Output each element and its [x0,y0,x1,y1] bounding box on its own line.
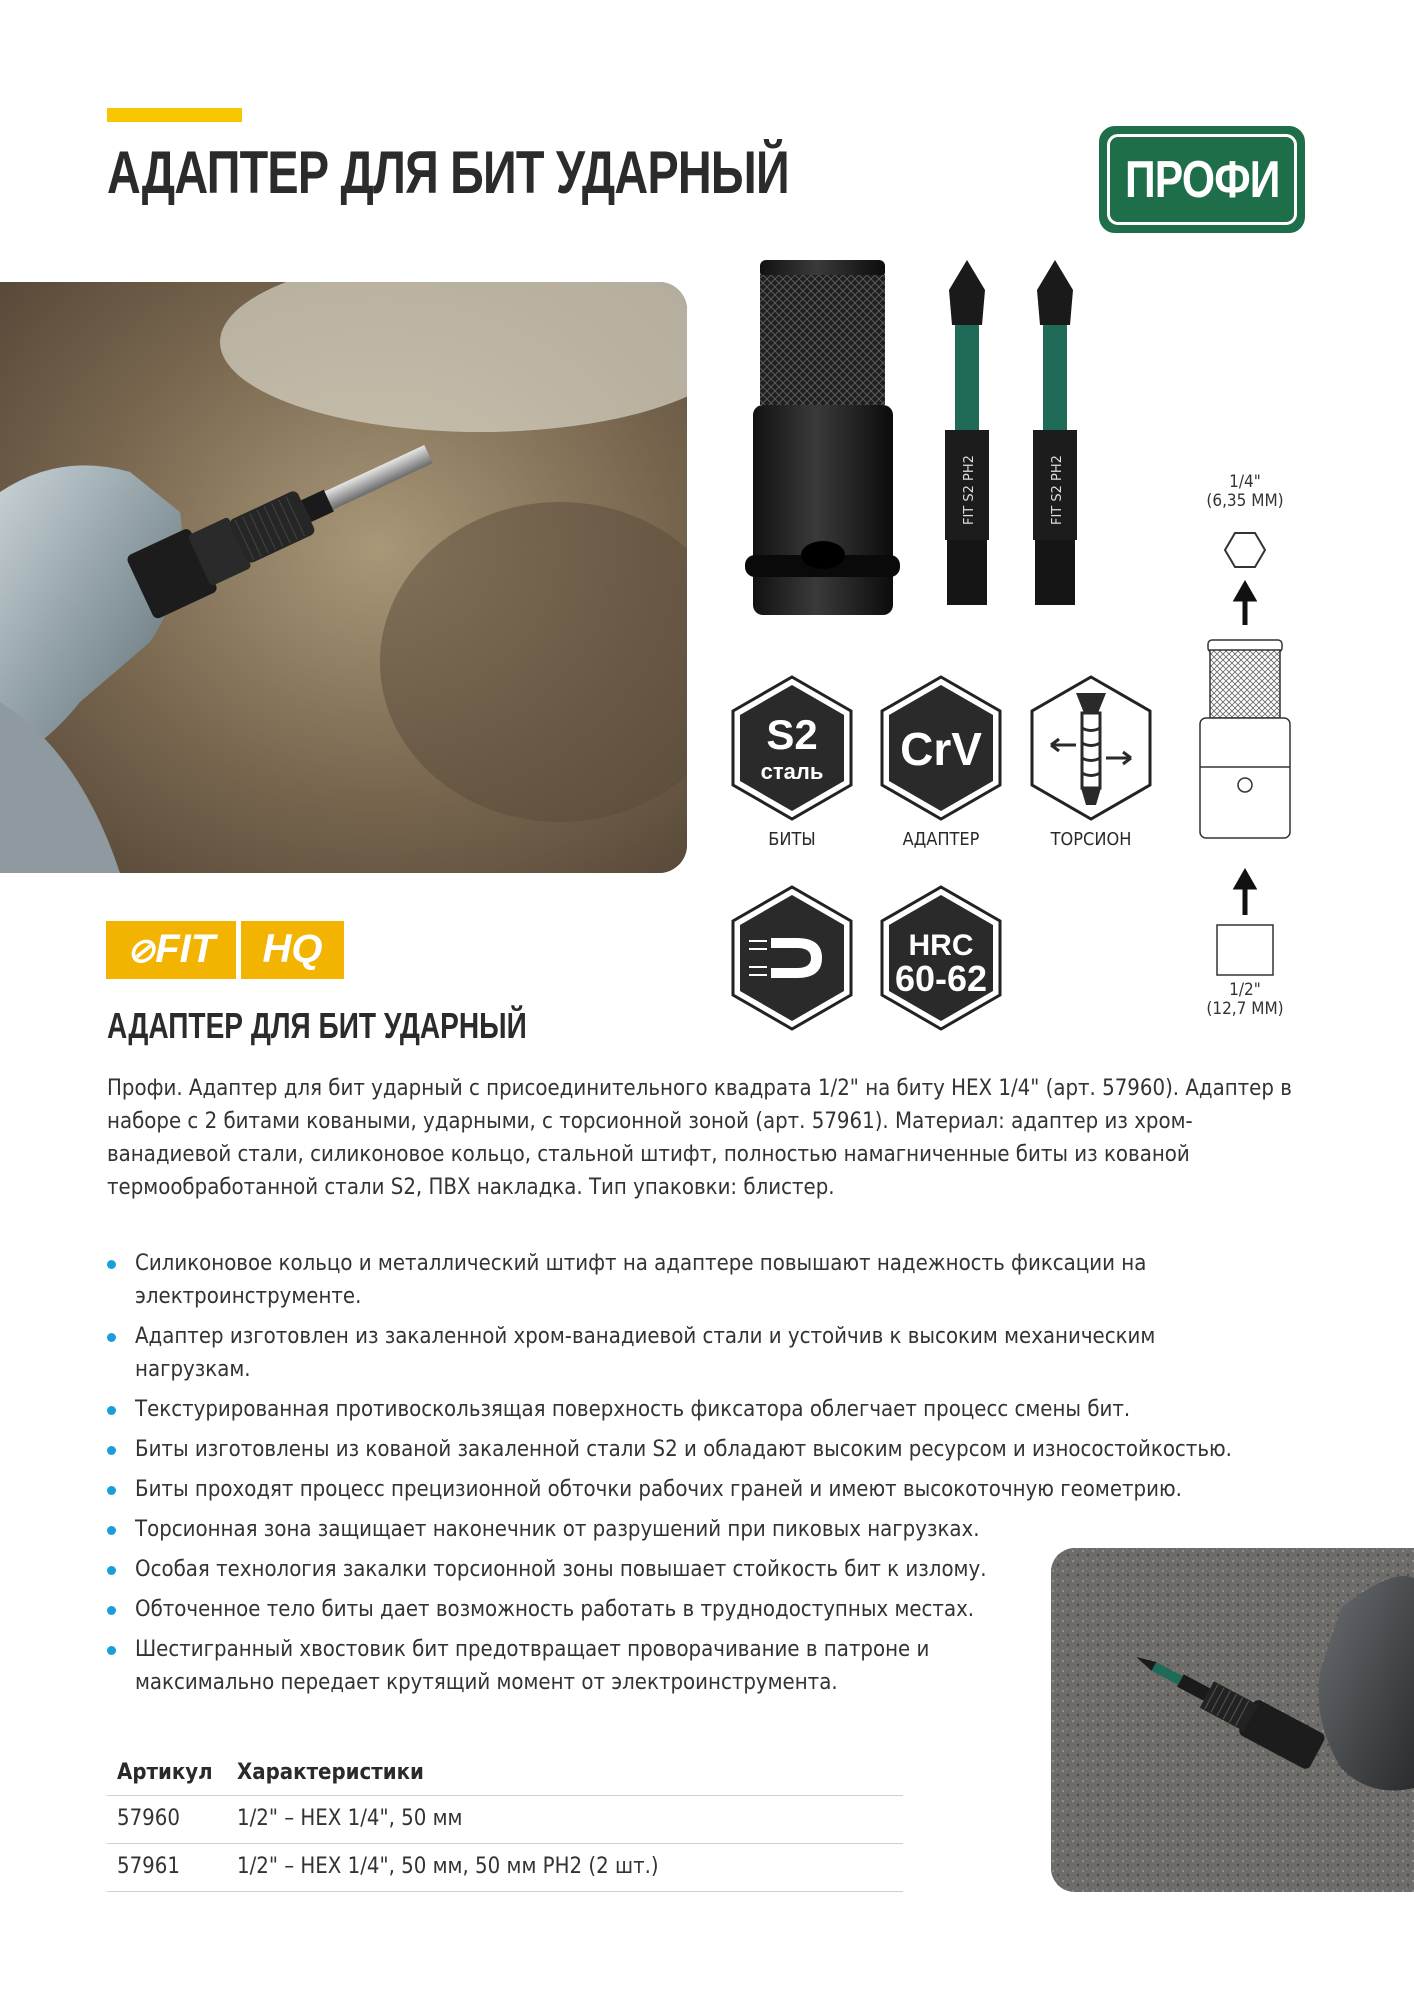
bullet-icon [107,1406,116,1415]
list-item: Торсионная зона защищает наконечник от разрушений при пиковых нагрузках. [107,1513,1335,1546]
bit-marking: FIT S2 PH2 [1050,455,1065,525]
bullet-icon [107,1526,116,1535]
bullet-icon [107,1333,116,1342]
impact-driver-photo [1051,1548,1414,1892]
spec-table [107,1752,903,1892]
list-item: Адаптер изготовлен из закаленной хром-ванадиевой стали и устойчив к высоким механическим нагрузкам. [107,1320,1235,1386]
svg-text:S2: S2 [766,711,818,758]
magnet-icon [727,883,857,1033]
torsion-icon [1026,673,1156,823]
s2-steel-icon [727,673,857,823]
bit-image-1 [935,255,1000,625]
bullet-icon [107,1446,116,1455]
profi-badge [1099,126,1305,233]
adapter-dimension-diagram [1190,525,1300,980]
page-title: АДАПТЕР ДЛЯ БИТ УДАРНЫЙ [107,139,789,206]
dimension-bottom-label: 1/2" (12,7 ММ) [1206,980,1284,1019]
svg-text:60-62: 60-62 [894,958,988,999]
product-subtitle: АДАПТЕР ДЛЯ БИТ УДАРНЫЙ [107,1005,527,1046]
bullet-icon [107,1486,116,1495]
specs-cell: 1/2" – HEX 1/4", 50 мм [227,1796,903,1844]
bit-image-2 [1023,255,1088,625]
svg-text:CrV: CrV [900,723,982,775]
icon-label-torsion: ТОРСИОН [1050,829,1132,850]
list-item: Биты проходят процесс прецизионной обточки рабочих граней и имеют высокоточную геометрию. [107,1473,1385,1506]
column-header-article: Артикул [107,1752,227,1796]
article-cell: 57960 [107,1796,227,1844]
list-item: Шестигранный хвостовик бит предотвращает проворачивание в патроне и максимально передает крутящий момент от электроинструмента. [107,1633,965,1699]
svg-text:сталь: сталь [760,759,824,784]
list-item: Биты изготовлены из кованой закаленной стали S2 и обладают высоким ресурсом и износостойкостью. [107,1433,1385,1466]
fit-logo: ⊘FIT [106,921,236,979]
table-header-row [107,1752,903,1796]
profi-badge-label: ПРОФИ [1124,150,1280,209]
article-cell: 57961 [107,1844,227,1892]
bullet-icon [107,1260,116,1269]
table-row [107,1844,903,1892]
crv-icon [876,673,1006,823]
adapter-product-image [735,255,910,625]
list-item: Текстурированная противоскользящая поверхность фиксатора облегчает процесс смены бит. [107,1393,1335,1426]
hrc-icon [876,883,1006,1033]
product-description: Профи. Адаптер для бит ударный с присоединительного квадрата 1/2" на биту HEX 1/4" (арт. 57960). Адаптер в наборе с 2 битами коваными, ударными, с торсионной зоной (арт. 57961). Материал: адаптер из хром-ванадиевой стали, силиконовое кольцо, стальной штифт, полностью намагниченные биты из кованой термообработанной стали S2, ПВХ накладка. Тип упаковки: блистер. [107,1076,1292,1200]
icon-label-adapter: АДАПТЕР [902,829,980,850]
list-item: Обточенное тело биты дает возможность работать в труднодоступных местах. [107,1593,1065,1626]
bit-marking: FIT S2 PH2 [962,455,977,525]
specs-cell: 1/2" – HEX 1/4", 50 мм, 50 мм PH2 (2 шт.) [227,1844,903,1892]
hq-logo: HQ [241,921,344,979]
list-item: Особая технология закалки торсионной зоны повышает стойкость бит к излому. [107,1553,1065,1586]
bullet-icon [107,1646,116,1655]
accent-bar [107,108,242,122]
list-item: Силиконовое кольцо и металлический штифт на адаптере повышают надежность фиксации на электроинструменте. [107,1247,1335,1313]
column-header-specs: Характеристики [227,1752,903,1796]
product-in-use-photo [0,282,687,873]
dimension-top-label: 1/4" (6,35 ММ) [1206,472,1284,511]
bullet-icon [107,1566,116,1575]
bullet-icon [107,1606,116,1615]
table-row [107,1796,903,1844]
svg-text:HRC: HRC [908,929,974,962]
icon-label-bits: БИТЫ [768,829,816,850]
